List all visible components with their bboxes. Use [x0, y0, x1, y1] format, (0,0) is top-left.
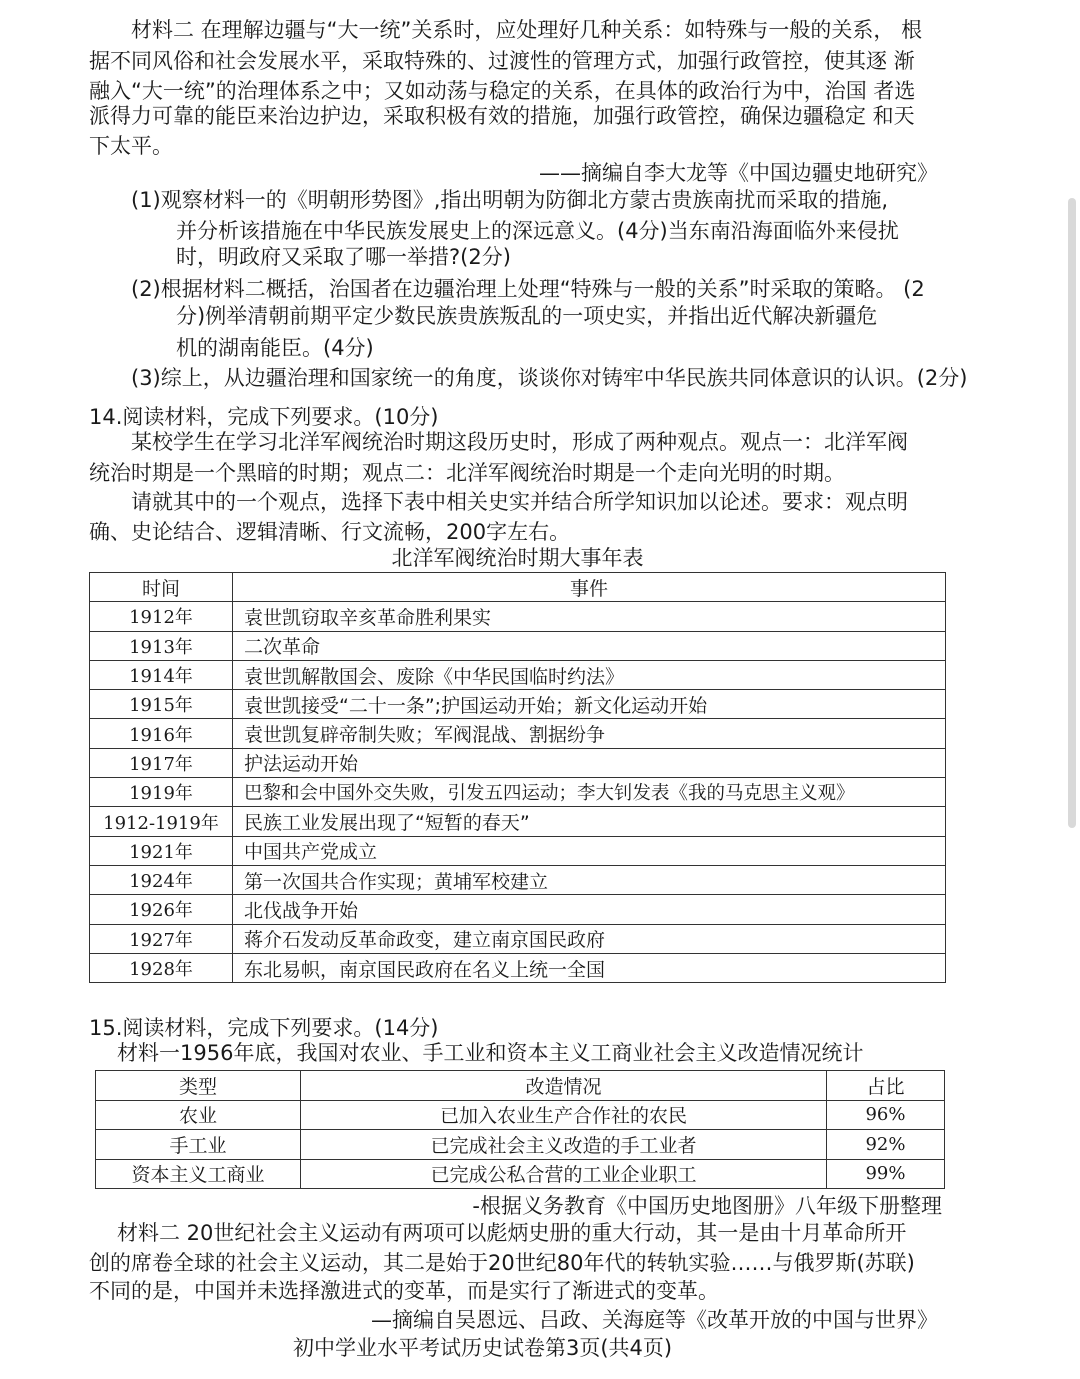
- row-time: 1912年: [90, 602, 233, 631]
- q13-2-line-3: 机的湖南能臣。(4分): [176, 336, 374, 360]
- q13-1-line-3: 时，明政府又采取了哪一举措?(2分): [176, 245, 511, 269]
- q14-para1-line-1: 某校学生在学习北洋军阀统治时期这段历史时，形成了两种观点。观点一：北洋军阀: [131, 430, 908, 454]
- table-header-event: 事件: [233, 573, 946, 602]
- q13-3: (3)综上，从边疆治理和国家统一的角度，谈谈你对铸牢中华民族共同体意识的认识。(2分): [131, 366, 968, 390]
- table-row: [90, 865, 946, 894]
- table-row: [90, 631, 946, 660]
- table-header-ratio: 占比: [827, 1071, 945, 1101]
- q15-material2-line-1: 材料二 20世纪社会主义运动有两项可以彪炳史册的重大行动，其一是由十月革命所开: [117, 1221, 907, 1245]
- q14-para2-line-1: 请就其中的一个观点，选择下表中相关史实并结合所学知识加以论述。要求：观点明: [131, 490, 908, 514]
- row-type: 手工业: [96, 1130, 301, 1160]
- table-row: [90, 778, 946, 807]
- material2-source: ——摘编自李大龙等《中国边疆史地研究》: [539, 161, 938, 185]
- material2-line-1: 材料二 在理解边疆与“大一统”关系时，应处理好几种关系：如特殊与一般的关系， 根: [131, 18, 923, 42]
- row-ratio: 99%: [827, 1159, 945, 1189]
- table-row: [96, 1159, 945, 1189]
- row-time: 1926年: [90, 895, 233, 924]
- q14-events-table: [89, 572, 946, 983]
- row-type: 农业: [96, 1100, 301, 1130]
- q15-material2-line-3: 不同的是，中国并未选择激进式的变革，而是实行了渐进式的变革。: [89, 1279, 719, 1303]
- table-row: [90, 660, 946, 689]
- table-row: [96, 1100, 945, 1130]
- table-row: [90, 719, 946, 748]
- q15-reform-table: [95, 1070, 945, 1189]
- row-time: 1916年: [90, 719, 233, 748]
- table-row: [90, 836, 946, 865]
- row-event: 袁世凯解散国会、废除《中华民国临时约法》: [233, 660, 946, 689]
- table-header-row: [90, 573, 946, 602]
- q13-2-line-1: (2)根据材料二概括，治国者在边疆治理上处理“特殊与一般的关系”时采取的策略。 (2: [131, 277, 925, 301]
- row-event: 东北易帜，南京国民政府在名义上统一全国: [233, 953, 946, 982]
- row-event: 巴黎和会中国外交失败，引发五四运动；李大钊发表《我的马克思主义观》: [233, 778, 946, 807]
- table-header-time: 时间: [90, 573, 233, 602]
- table-row: [90, 924, 946, 953]
- q15-material1-title: 材料一1956年底，我国对农业、手工业和资本主义工商业社会主义改造情况统计: [117, 1041, 864, 1065]
- q13-1-line-1: (1)观察材料一的《明朝形势图》,指出明朝为防御北方蒙古贵族南扰而采取的措施,: [131, 188, 889, 212]
- material2-line-5: 下太平。: [89, 134, 173, 158]
- row-time: 1919年: [90, 778, 233, 807]
- table-row: [90, 953, 946, 982]
- row-status: 已加入农业生产合作社的农民: [301, 1100, 827, 1130]
- q13-2-line-2: 分)例举清朝前期平定少数民族贵族叛乱的一项史实，并指出近代解决新疆危: [176, 304, 878, 328]
- table-header-type: 类型: [96, 1071, 301, 1101]
- q15-material2-line-2: 创的席卷全球的社会主义运动，其二是始于20世纪80年代的转轨实验……与俄罗斯(苏联): [89, 1251, 915, 1275]
- material2-line-3: 融入“大一统”的治理体系之中；又如动荡与稳定的关系，在具体的政治行为中，治国 者选: [89, 79, 916, 103]
- row-time: 1914年: [90, 660, 233, 689]
- row-event: 袁世凯接受“二十一条”;护国运动开始；新文化运动开始: [233, 690, 946, 719]
- table-header-status: 改造情况: [301, 1071, 827, 1101]
- row-event: 二次革命: [233, 631, 946, 660]
- row-time: 1927年: [90, 924, 233, 953]
- q14-table-title: 北洋军阀统治时期大事年表: [391, 546, 644, 570]
- q15-table-source: -根据义务教育《中国历史地图册》八年级下册整理: [472, 1194, 942, 1218]
- row-event: 北伐战争开始: [233, 895, 946, 924]
- table-row: [90, 602, 946, 631]
- row-event: 袁世凯复辟帝制失败；军阀混战、割据纷争: [233, 719, 946, 748]
- row-time: 1928年: [90, 953, 233, 982]
- table-row: [90, 807, 946, 836]
- row-event: 蒋介石发动反革命政变，建立南京国民政府: [233, 924, 946, 953]
- scrollbar[interactable]: [1068, 198, 1076, 828]
- row-ratio: 92%: [827, 1130, 945, 1160]
- q13-1-line-2: 并分析该措施在中华民族发展史上的深远意义。(4分)当东南沿海面临外来侵扰: [176, 219, 899, 243]
- row-time: 1913年: [90, 631, 233, 660]
- row-status: 已完成社会主义改造的手工业者: [301, 1130, 827, 1160]
- row-event: 护法运动开始: [233, 748, 946, 777]
- row-time: 1921年: [90, 836, 233, 865]
- row-time: 1917年: [90, 748, 233, 777]
- q14-para1-line-2: 统治时期是一个黑暗的时期；观点二：北洋军阀统治时期是一个走向光明的时期。: [89, 461, 845, 485]
- row-event: 民族工业发展出现了“短暂的春天”: [233, 807, 946, 836]
- row-event: 袁世凯窃取辛亥革命胜利果实: [233, 602, 946, 631]
- table-row: [90, 748, 946, 777]
- q15-material2-source: —摘编自吴恩远、吕政、关海庭等《改革开放的中国与世界》: [371, 1308, 938, 1332]
- table-header-row: [96, 1071, 945, 1101]
- row-time: 1912-1919年: [90, 807, 233, 836]
- page-footer: 初中学业水平考试历史试卷第3页(共4页): [293, 1336, 673, 1360]
- row-time: 1924年: [90, 865, 233, 894]
- q14-title: 14.阅读材料，完成下列要求。(10分): [89, 405, 439, 429]
- row-ratio: 96%: [827, 1100, 945, 1130]
- row-time: 1915年: [90, 690, 233, 719]
- row-type: 资本主义工商业: [96, 1159, 301, 1189]
- row-status: 已完成公私合营的工业企业职工: [301, 1159, 827, 1189]
- row-event: 中国共产党成立: [233, 836, 946, 865]
- row-event: 第一次国共合作实现；黄埔军校建立: [233, 865, 946, 894]
- table-row: [90, 895, 946, 924]
- table-row: [90, 690, 946, 719]
- material2-line-4: 派得力可靠的能臣来治边护边，采取积极有效的措施，加强行政管控，确保边疆稳定 和天: [89, 104, 915, 128]
- q15-title: 15.阅读材料，完成下列要求。(14分): [89, 1016, 439, 1040]
- table-row: [96, 1130, 945, 1160]
- material2-line-2: 据不同风俗和社会发展水平，采取特殊的、过渡性的管理方式，加强行政管控，使其逐 渐: [89, 49, 915, 73]
- q14-para2-line-2: 确、史论结合、逻辑清晰、行文流畅，200字左右。: [89, 520, 571, 544]
